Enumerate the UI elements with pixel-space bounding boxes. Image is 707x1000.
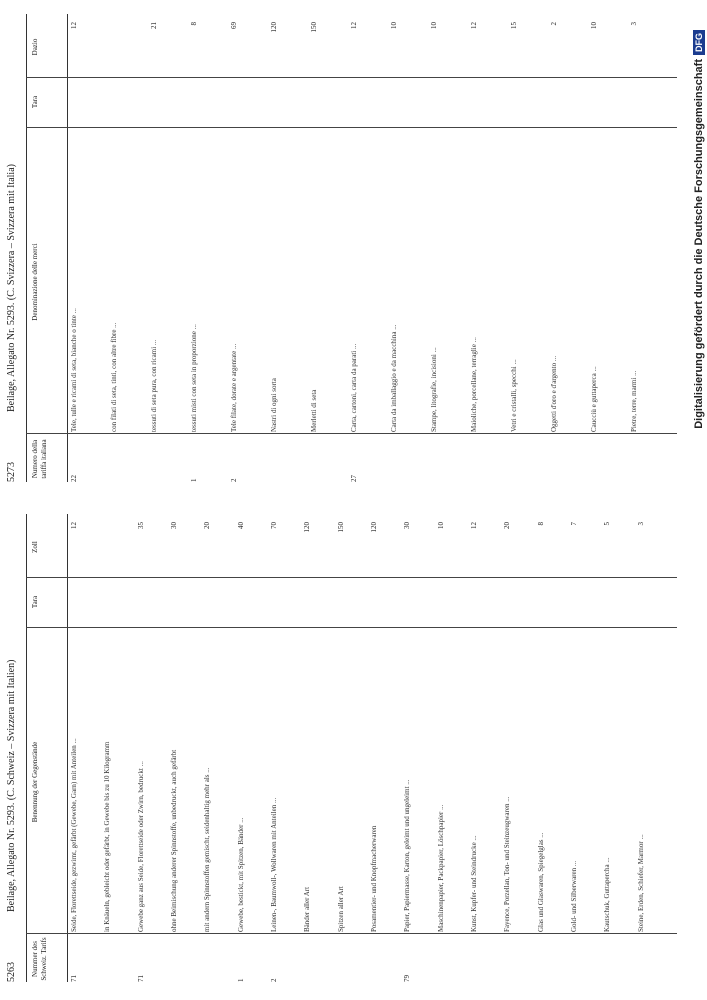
row-description: Gewebe, bestickt, mit Spitzen, Bänder ...: [236, 817, 245, 932]
row-description: Nastri di ogni sorta: [270, 378, 278, 432]
row-description: Carta da imballaggio e da macchina ...: [390, 324, 398, 432]
right-table-body: [70, 14, 677, 482]
row-duty: 3: [630, 22, 638, 26]
row-duty: 7: [570, 522, 578, 526]
row-duty: 2: [550, 22, 558, 26]
row-duty: 30: [403, 522, 412, 529]
digitization-credit: [693, 0, 705, 1000]
row-duty: 10: [390, 22, 398, 29]
row-number: 71: [70, 975, 78, 982]
row-duty: 12: [350, 22, 358, 29]
col-header-duty: Zoll: [31, 541, 39, 553]
row-description: Tele, tulle e ricami di seta, bianche o tinte ...: [70, 308, 78, 432]
row-number: 2: [230, 478, 238, 482]
row-number: 22: [70, 475, 78, 482]
left-page-header: [0, 514, 24, 982]
row-description: Oggetti d'oro e d'argento ...: [550, 355, 558, 432]
row-duty: 120: [270, 22, 278, 33]
row-duty: 70: [270, 522, 278, 529]
row-duty: 30: [170, 522, 178, 529]
row-duty: 12: [470, 22, 478, 29]
row-description: Gewebe ganz aus Seide, Florettseide oder Zwirn, bedruckt ...: [136, 761, 145, 932]
row-description: Fayence, Porzellan, Ton- und Steinzeugwaren ...: [503, 796, 512, 932]
row-duty: 15: [510, 22, 518, 29]
left-page: [0, 500, 707, 1000]
row-description: Maschinenpapier, Packpapier, Löschpapier ...: [436, 804, 445, 932]
row-description: con filati di seta, tinti, con altre fibre ...: [110, 322, 118, 432]
row-duty: 8: [190, 22, 198, 26]
row-description: Pietre, terre, marmi ...: [630, 370, 638, 432]
row-description: ohne Beimischung anderer Spinnstoffe, unbedruckt, auch gefärbt: [170, 749, 178, 932]
row-duty: 10: [430, 22, 438, 29]
row-description: Glas und Glaswaren, Spiegelglas ...: [536, 832, 545, 932]
row-duty: 12: [70, 522, 78, 529]
row-duty: 150: [310, 22, 318, 33]
col-header-tara: Tara: [31, 595, 39, 609]
row-duty: 150: [336, 522, 345, 533]
row-duty: 10: [436, 522, 445, 529]
left-column-headers: [26, 514, 68, 982]
row-description: in Knäueln, gebleicht oder gefärbt, in Gewebe bis zu 10 Kilogramm: [103, 741, 112, 932]
right-page-title: Beilage, Allegato Nr. 5293. (C. Svizzera – Svizzera mit Italia): [6, 164, 17, 412]
row-description: Tele filate, dorate e argentate ...: [230, 343, 238, 432]
row-description: Kunst, Kupfer- und Steindrucke ...: [470, 835, 478, 932]
row-number: 27: [350, 475, 358, 482]
row-description: tessuti misti con seta in proporzione ...: [190, 324, 198, 432]
col-header-duty: Dazio: [31, 38, 39, 56]
row-duty: 40: [236, 522, 245, 529]
col-header-goods: Denominazione delle merci: [31, 243, 39, 321]
row-duty: 20: [503, 522, 512, 529]
row-number: 71: [136, 975, 145, 982]
right-page-number: 5273: [6, 462, 17, 482]
col-header-tara: Tara: [31, 95, 39, 109]
digitization-credit-text: Digitalisierung gefördert durch die Deutsche Forschungsgemeinschaft: [693, 59, 705, 429]
row-description: Bänder aller Art: [303, 886, 312, 932]
row-description: Spitzen aller Art: [336, 886, 345, 932]
col-header-goods: Benennung der Gegenstände: [31, 741, 39, 823]
row-duty: 120: [303, 522, 312, 533]
row-description: Papier, Papiermasse, Karton, geleimt und ungeleimt ...: [403, 779, 412, 932]
dfg-logo: DFG: [693, 30, 705, 55]
row-description: Leinen-, Baumwoll-, Wollwaren mit Anteilen ...: [270, 797, 278, 932]
row-description: Stampe, litografie, incisioni ...: [430, 347, 438, 432]
row-description: Maioliche, porcellane, terraglie ...: [470, 337, 478, 432]
col-header-number: Numero della tariffa italiana: [31, 439, 48, 479]
left-page-number: 5263: [6, 962, 17, 982]
right-column-headers: [26, 14, 68, 482]
row-duty: 12: [70, 22, 78, 29]
row-duty: 8: [536, 522, 545, 526]
row-number: 1: [236, 978, 245, 982]
row-duty: 20: [203, 522, 212, 529]
row-description: tessuti di seta pura, con ricami ...: [150, 339, 158, 432]
row-duty: 35: [136, 522, 145, 529]
row-duty: 21: [150, 22, 158, 29]
row-duty: 120: [370, 522, 378, 533]
row-number: 1: [190, 478, 198, 482]
row-description: Steine, Erden, Schiefer, Marmor ...: [636, 834, 645, 932]
row-number: 2: [270, 978, 278, 982]
row-duty: 69: [230, 22, 238, 29]
row-description: Carta, cartoni, carta da parati ...: [350, 343, 358, 432]
row-duty: 3: [636, 522, 645, 526]
row-duty: 5: [603, 522, 612, 526]
row-description: Vetri e cristalli, specchi ...: [510, 359, 518, 432]
row-number: 79: [403, 975, 412, 982]
row-description: Merletti di seta: [310, 389, 318, 432]
row-description: Seide, Florettseide, gezwirnt, gefärbt (Gewebe, Garn) mit Anteilen ...: [70, 738, 78, 932]
row-description: Caucciù e guttaperca ...: [590, 366, 598, 432]
right-page-header: [0, 14, 24, 482]
row-description: mit andern Spinnstoffen gemischt, seidenhaltig mehr als ...: [203, 767, 212, 932]
row-description: Gold- und Silberwaren ...: [570, 860, 578, 932]
col-header-number: Nummer des Schweiz. Tarifs: [31, 937, 48, 981]
row-description: Kautschuk, Guttapercha ...: [603, 857, 612, 932]
left-table-body: [70, 514, 677, 982]
row-duty: 12: [470, 522, 478, 529]
row-duty: 10: [590, 22, 598, 29]
left-page-title: Beilage, Allegato Nr. 5293. (C. Schweiz – Svizzera mit Italien): [6, 659, 17, 912]
row-description: Posamentier- und Knopfmacherwaren: [370, 825, 378, 932]
